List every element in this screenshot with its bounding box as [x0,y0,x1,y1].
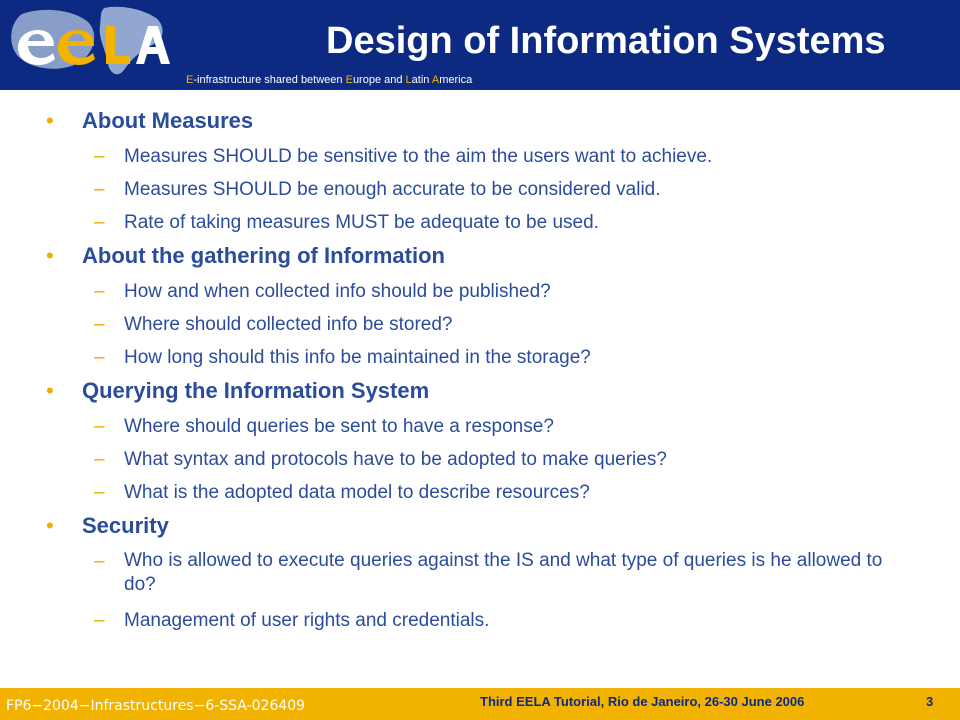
dash-icon: – [94,551,105,572]
tagline-part: urope and [352,74,406,86]
list-item: Rate of taking measures MUST be adequate to be used. [124,212,599,233]
list-item: Who is allowed to execute queries against the IS and what type of queries is he allowed to do? [124,550,883,595]
bullet-icon: • [46,108,54,133]
list-item: How long should this info be maintained in the storage? [124,347,591,368]
dash-icon: – [94,347,105,368]
dash-icon: – [94,146,105,167]
bullet-icon: • [46,513,54,538]
tagline-part: E [345,74,353,86]
bullet-icon: • [46,378,54,403]
tagline [186,74,472,86]
tagline-part: merica [439,74,473,86]
tagline-part: A [431,74,440,86]
tagline-part: E [186,74,194,86]
dash-icon: – [94,212,105,233]
list-item: Measures SHOULD be enough accurate to be considered valid. [124,179,661,200]
tagline-part: -infrastructure shared between [193,74,346,86]
list-item: Measures SHOULD be sensitive to the aim the users want to achieve. [124,146,713,167]
tagline-part: L [405,74,412,86]
page-number: 3 [926,694,934,709]
slide-footer [0,688,960,720]
dash-icon: – [94,416,105,437]
dash-icon: – [94,314,105,335]
slide-title: Design of Information Systems [326,20,886,62]
list-item: What is the adopted data model to describe resources? [124,482,590,503]
dash-icon: – [94,482,105,503]
section-heading: About Measures [82,108,254,133]
section-heading: Querying the Information System [82,378,430,403]
list-item: Management of user rights and credentials. [124,610,490,631]
dash-icon: – [94,179,105,200]
event-label: Third EELA Tutorial, Rio de Janeiro, 26-30 June 2006 [480,694,805,709]
list-item: What syntax and protocols have to be adopted to make queries? [124,449,667,470]
tagline-part: atin [411,74,432,86]
slide-header [0,0,960,90]
list-item: Where should collected info be stored? [124,314,453,335]
bullet-icon: • [46,243,54,268]
section-heading: About the gathering of Information [82,243,445,268]
list-item: Where should queries be sent to have a response? [124,416,554,437]
dash-icon: – [94,610,105,631]
dash-icon: – [94,281,105,302]
list-item: How and when collected info should be published? [124,281,551,302]
eela-logo-icon [4,4,194,82]
section-heading: Security [82,513,169,538]
dash-icon: – [94,449,105,470]
project-code: FP6−2004−Infrastructures−6-SSA-026409 [6,698,306,714]
